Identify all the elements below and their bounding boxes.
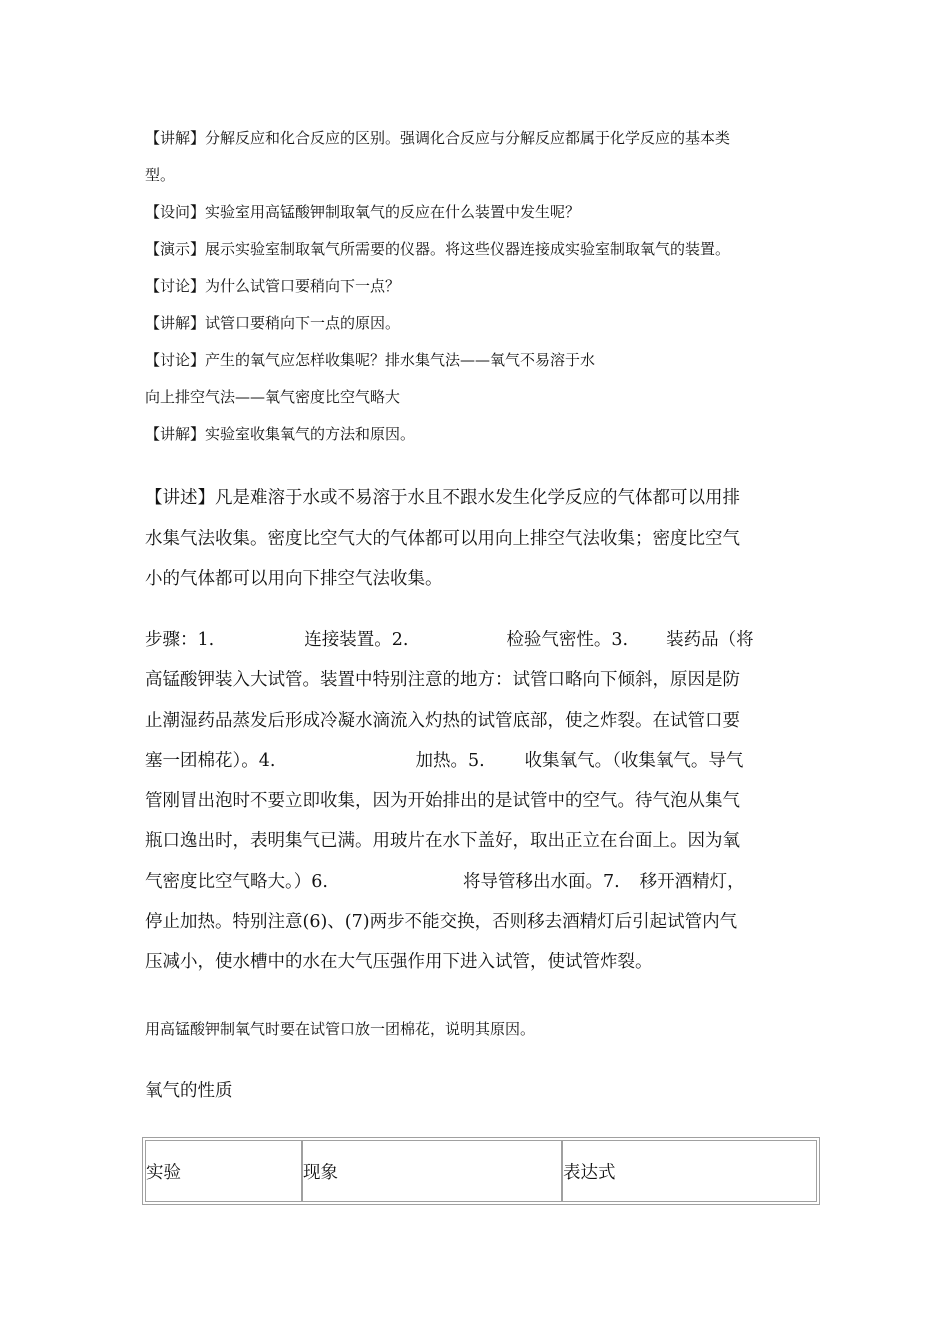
steps-text: 检验气密性。3. — [506, 630, 629, 650]
steps-line: 高锰酸钾装入大试管。装置中特别注意的地方：试管口略向下倾斜，原因是防 — [145, 670, 740, 691]
lesson-dialogue — [145, 120, 815, 453]
steps-line: 止潮湿药品蒸发后形成冷凝水滴流入灼热的试管底部，使之炸裂。在试管口要 — [145, 710, 740, 731]
lesson-line: 【设问】实验室用高锰酸钾制取氧气的反应在什么装置中发生呢？ — [145, 203, 581, 221]
header-cell-phenomenon: 现象 — [302, 1140, 562, 1202]
section-heading: 氧气的性质 — [145, 1081, 233, 1101]
lesson-line: 向上排空气法——氧气密度比空气略大 — [145, 388, 401, 406]
steps-line: 压减小，使水槽中的水在大气压强作用下进入试管，使试管炸裂。 — [145, 952, 653, 973]
steps-line — [145, 620, 815, 660]
steps-line: 停止加热。特别注意(6)、(7)两步不能交换，否则移去酒精灯后引起试管内气 — [145, 912, 738, 933]
steps-text: 气密度比空气略大。）6. — [145, 871, 328, 892]
lesson-line: 【讨论】产生的氧气应怎样收集呢？排水集气法——氧气不易溶于水 — [145, 351, 596, 369]
narration-paragraph — [145, 478, 815, 600]
steps-line: 瓶口逸出时，表明集气已满。用玻片在水下盖好，取出正立在台面上。因为氧 — [145, 831, 740, 852]
steps-line — [145, 741, 815, 781]
steps-text: 塞一团棉花）。4. — [145, 750, 276, 771]
steps-text: 移开酒精灯， — [639, 871, 745, 892]
lesson-line: 【讲解】实验室收集氧气的方法和原因。 — [145, 425, 416, 443]
procedure-steps — [145, 620, 815, 983]
lesson-line: 【讲解】试管口要稍向下一点的原因。 — [145, 314, 401, 332]
header-cell-experiment: 实验 — [145, 1140, 302, 1202]
table-header-row — [145, 1140, 817, 1202]
lesson-line: 【演示】展示实验室制取氧气所需要的仪器。将这些仪器连接成实验室制取氧气的装置。 — [145, 240, 731, 258]
properties-table — [142, 1137, 820, 1205]
lesson-line: 【讨论】为什么试管口要稍向下一点？ — [145, 277, 401, 295]
steps-line — [145, 862, 815, 902]
lesson-line: 【讲解】分解反应和化合反应的区别。强调化合反应与分解反应都属于化学反应的基本类 — [145, 129, 731, 147]
steps-text: 连接装置。2. — [304, 630, 409, 650]
question-text: 用高锰酸钾制氧气时要在试管口放一团棉花，说明其原因。 — [145, 1020, 536, 1038]
steps-line: 管刚冒出泡时不要立即收集，因为开始排出的是试管中的空气。待气泡从集气 — [145, 791, 740, 812]
narration-line: 小的气体都可以用向下排空气法收集。 — [145, 569, 443, 589]
header-cell-expression: 表达式 — [562, 1140, 817, 1202]
steps-text: 步骤：1. — [145, 630, 215, 650]
steps-text: 将导管移出水面。7. — [462, 871, 620, 892]
steps-text: 加热。5. — [415, 750, 485, 771]
narration-line: 【讲述】凡是难溶于水或不易溶于水且不跟水发生化学反应的气体都可以用排 — [145, 488, 740, 508]
steps-text: 装药品（将 — [666, 630, 754, 650]
steps-text: 收集氧气。（收集氧气。导气 — [524, 750, 744, 771]
lesson-line: 型。 — [145, 166, 176, 184]
narration-line: 水集气法收集。密度比空气大的气体都可以用向上排空气法收集；密度比空气 — [145, 528, 740, 549]
